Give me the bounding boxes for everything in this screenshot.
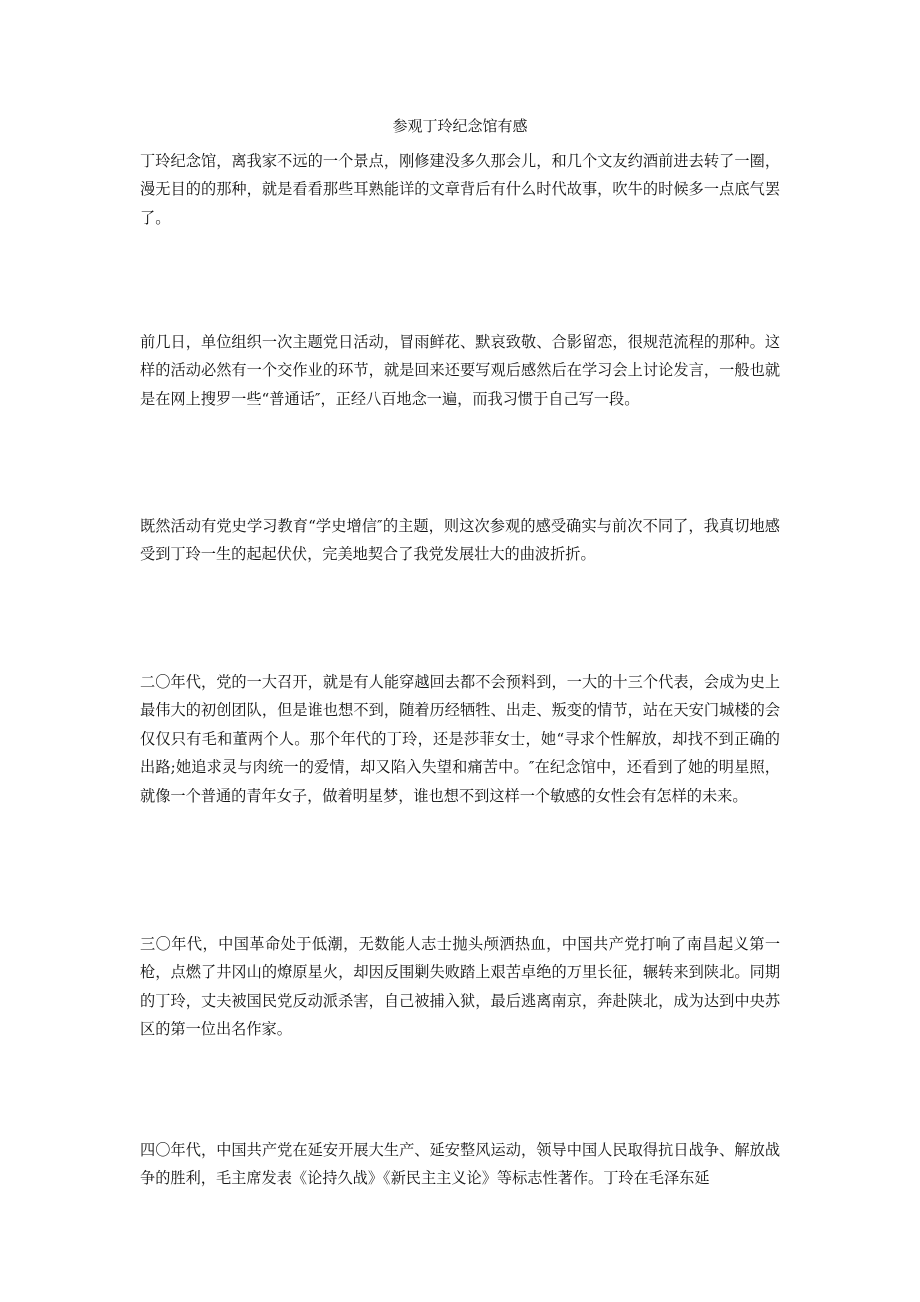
document-title: 参观丁玲纪念馆有感 <box>392 117 528 135</box>
paragraph-6: 四〇年代，中国共产党在延安开展大生产、延安整风运动，领导中国人民取得抗日战争、解放战争的胜利，毛主席发表《论持久战》《新民主主义论》等标志性著作。丁玲在毛泽东延 <box>140 1141 780 1188</box>
paragraph-4: 二〇年代，党的一大召开，就是有人能穿越回去都不会预料到，一大的十三个代表，会成为史上最伟大的初创团队，但是谁也想不到，随着历经牺牲、出走、叛变的情节，站在天安门城楼的会仅仅只有毛和董两个人。那个年代的丁玲，还是莎菲女士，她“寻求个性解放，却找不到正确的出路;她追求灵与肉统一的爱情，却又陷入失望和痛苦中。″在纪念馆中，还看到了她的明星照，就像一个普通的青年女子，做着明星梦，谁也想不到这样一个敏感的女性会有怎样的未来。 <box>140 673 780 805</box>
paragraph-3: 既然活动有党史学习教育“学史增信″的主题，则这次参观的感受确实与前次不同了，我真切地感受到丁玲一生的起起伏伏，完美地契合了我党发展壮大的曲波折折。 <box>140 517 780 564</box>
paragraph-5: 三〇年代，中国革命处于低潮，无数能人志士抛头颅洒热血，中国共产党打响了南昌起义第一枪，点燃了井冈山的燎原星火，却因反围剿失败踏上艰苦卓绝的万里长征，辗转来到陕北。同期的丁玲，丈夫被国民党反动派杀害，自己被捕入狱，最后逃离南京，奔赴陕北，成为达到中央苏区的第一位出名作家。 <box>140 935 780 1039</box>
paragraph-2: 前几日，单位组织一次主题党日活动，冒雨鲜花、默哀致敬、合影留恋，很规范流程的那种。这样的活动必然有一个交作业的环节，就是回来还要写观后感然后在学习会上讨论发言，一般也就是在网上搜罗一些“普通话″，正经八百地念一遍，而我习惯于自己写一段。 <box>140 333 780 408</box>
paragraph-1: 丁玲纪念馆，离我家不远的一个景点，刚修建没多久那会儿，和几个文友约酒前进去转了一圈，漫无目的的那种，就是看看那些耳熟能详的文章背后有什么时代故事，吹牛的时候多一点底气罢了。 <box>140 152 780 227</box>
